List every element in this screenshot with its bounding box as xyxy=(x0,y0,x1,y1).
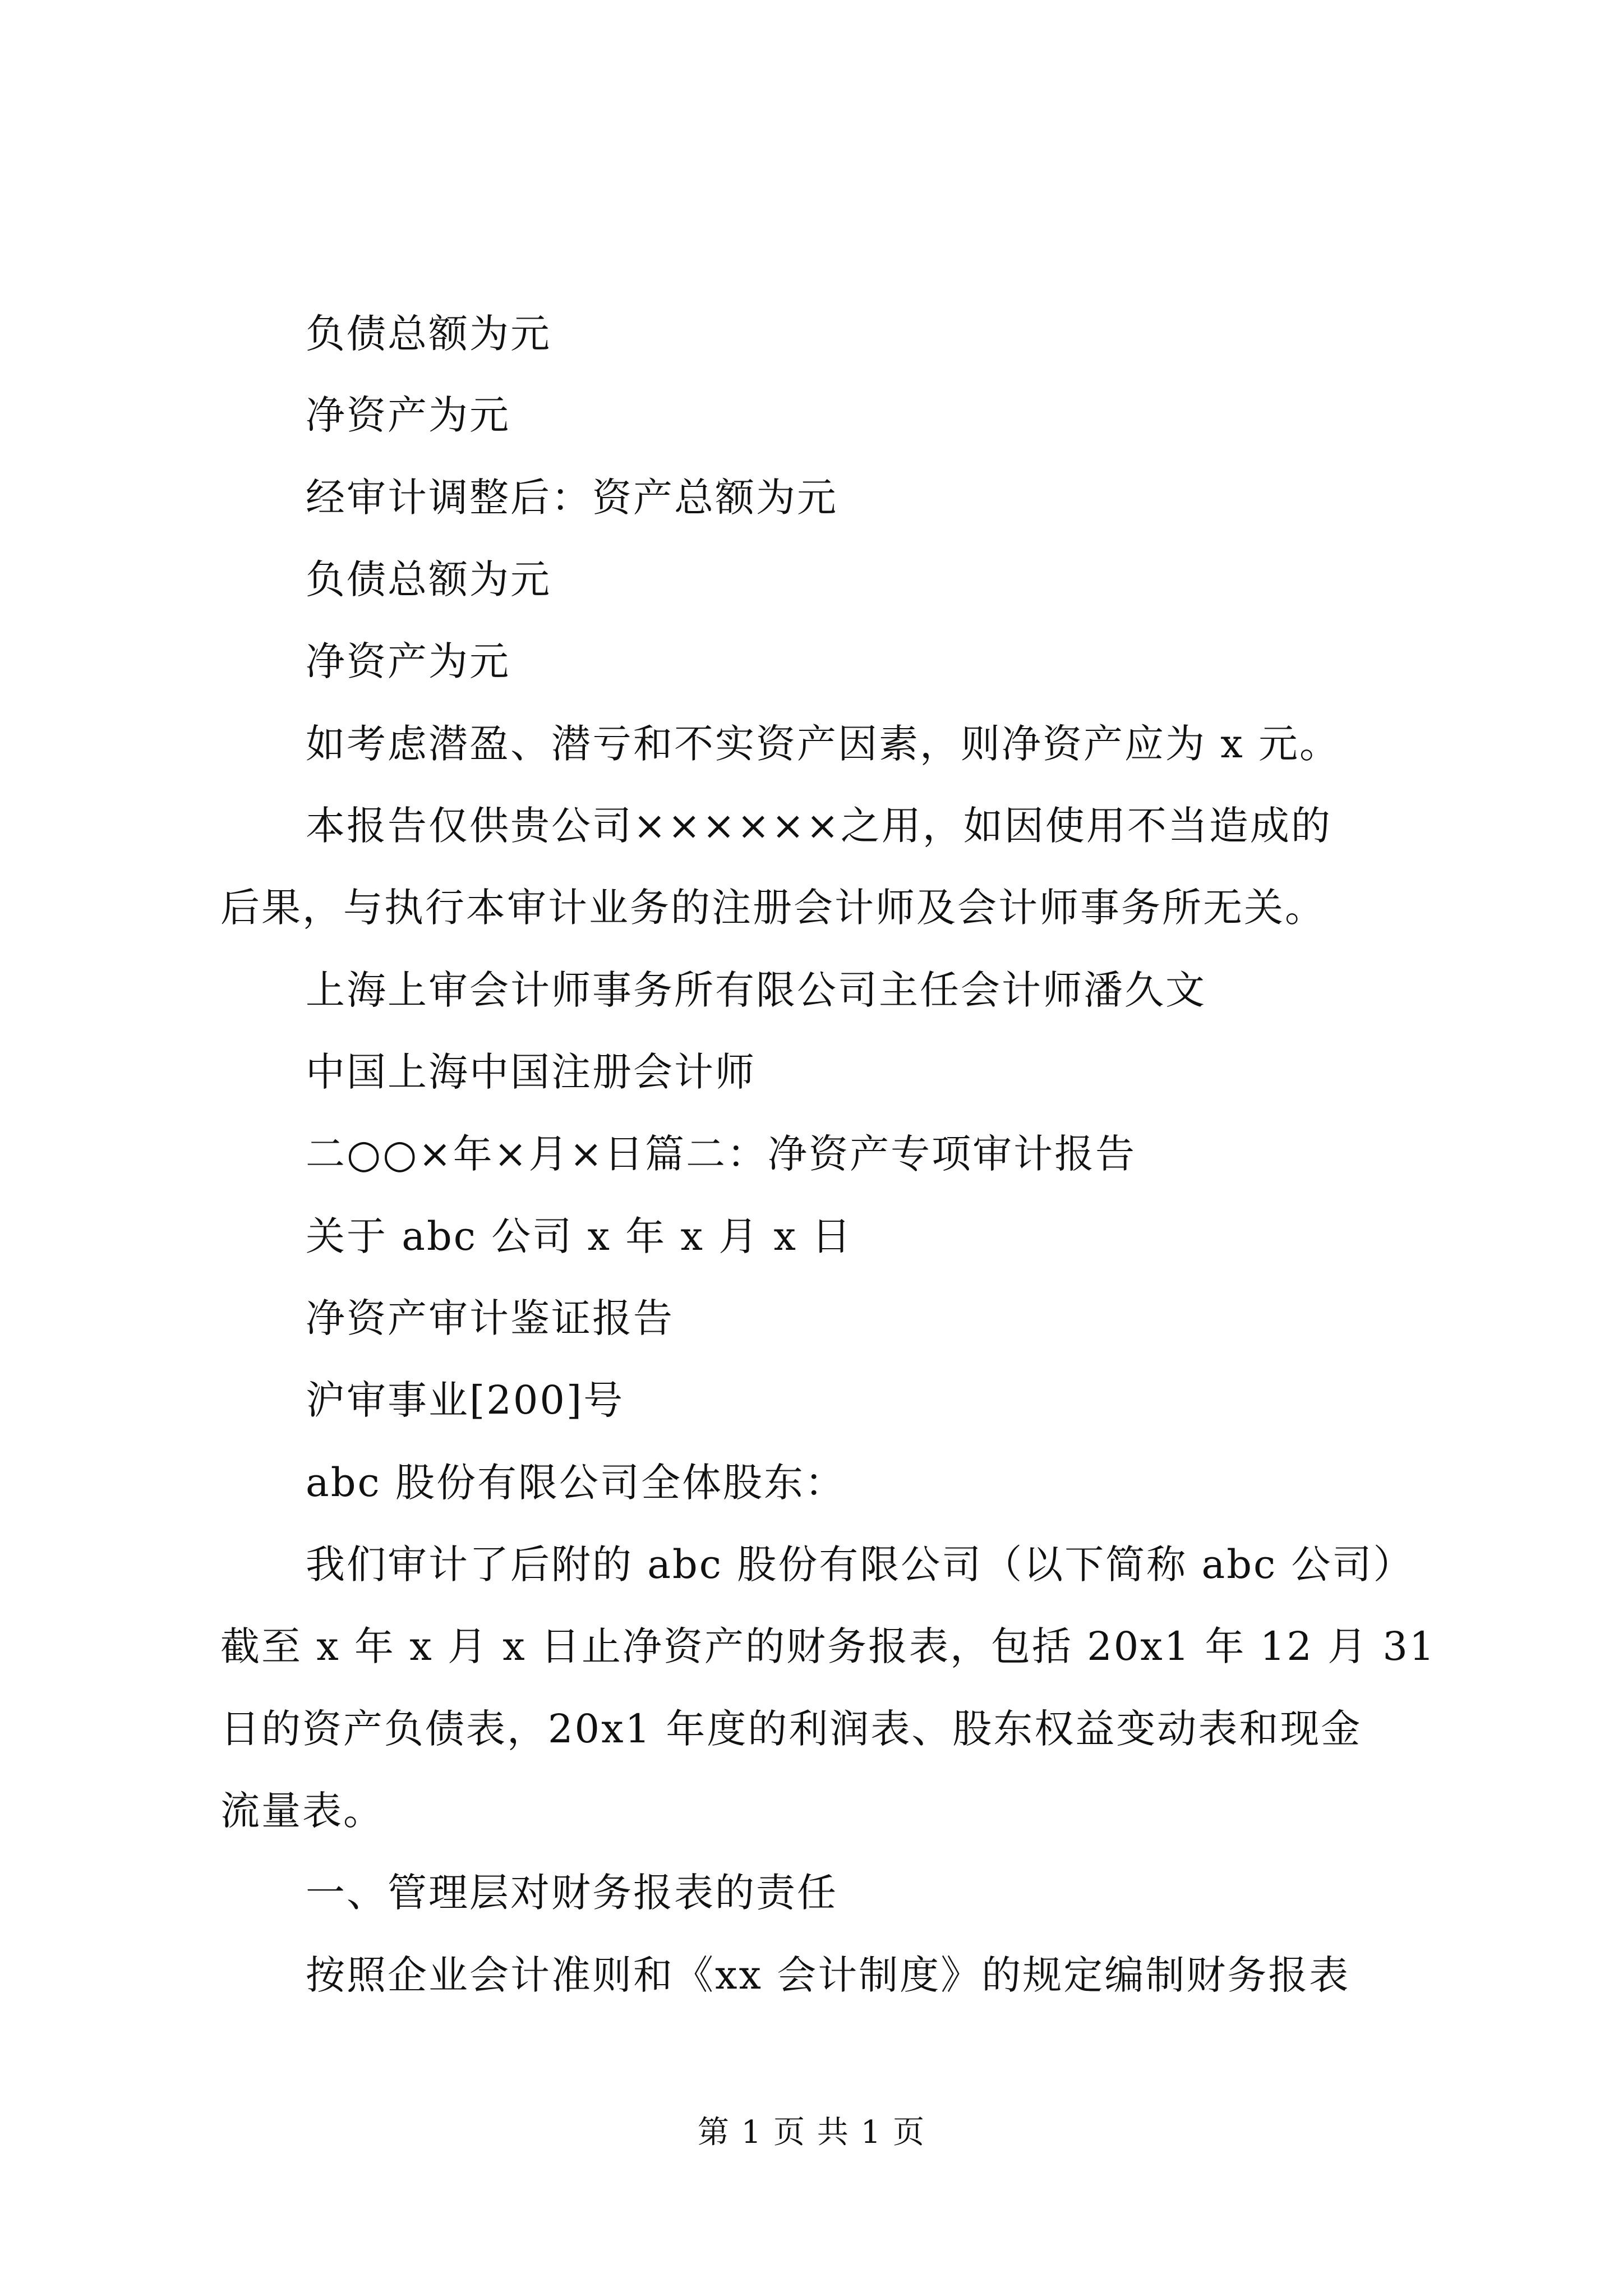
text-line: 净资产为元 xyxy=(306,392,510,438)
text-line: 净资产为元 xyxy=(306,638,510,684)
text-line: 中国上海中国注册会计师 xyxy=(306,1049,756,1095)
text-line: 我们审计了后附的 abc 股份有限公司（以下简称 abc 公司） xyxy=(306,1542,1414,1588)
text-line: 负债总额为元 xyxy=(306,311,551,357)
text-line: 负债总额为元 xyxy=(306,556,551,602)
section-heading: 一、管理层对财务报表的责任 xyxy=(306,1870,838,1916)
text-line: 后果，与执行本审计业务的注册会计师及会计师事务所无关。 xyxy=(220,885,1326,931)
text-line: 二○○×年×月×日篇二：净资产专项审计报告 xyxy=(306,1131,1137,1177)
text-line: 日的资产负债表，20x1 年度的利润表、股东权益变动表和现金 xyxy=(220,1706,1362,1752)
text-line: 关于 abc 公司 x 年 x 月 x 日 xyxy=(306,1213,853,1259)
text-line: 本报告仅供贵公司××××××之用，如因使用不当造成的 xyxy=(306,803,1332,849)
text-line: abc 股份有限公司全体股东： xyxy=(306,1460,846,1506)
text-line: 净资产审计鉴证报告 xyxy=(306,1295,674,1341)
text-line: 流量表。 xyxy=(220,1788,384,1834)
text-line: 沪审事业[200]号 xyxy=(306,1377,625,1423)
text-line: 按照企业会计准则和《xx 会计制度》的规定编制财务报表 xyxy=(306,1952,1350,1998)
page-number-footer: 第 1 页 共 1 页 xyxy=(697,2114,926,2151)
text-line: 截至 x 年 x 月 x 日止净资产的财务报表，包括 20x1 年 12 月 31 xyxy=(220,1623,1436,1669)
text-line: 经审计调整后：资产总额为元 xyxy=(306,475,838,521)
text-line: 上海上审会计师事务所有限公司主任会计师潘久文 xyxy=(306,967,1206,1013)
text-line: 如考虑潜盈、潜亏和不实资产因素，则净资产应为 x 元。 xyxy=(306,721,1340,767)
